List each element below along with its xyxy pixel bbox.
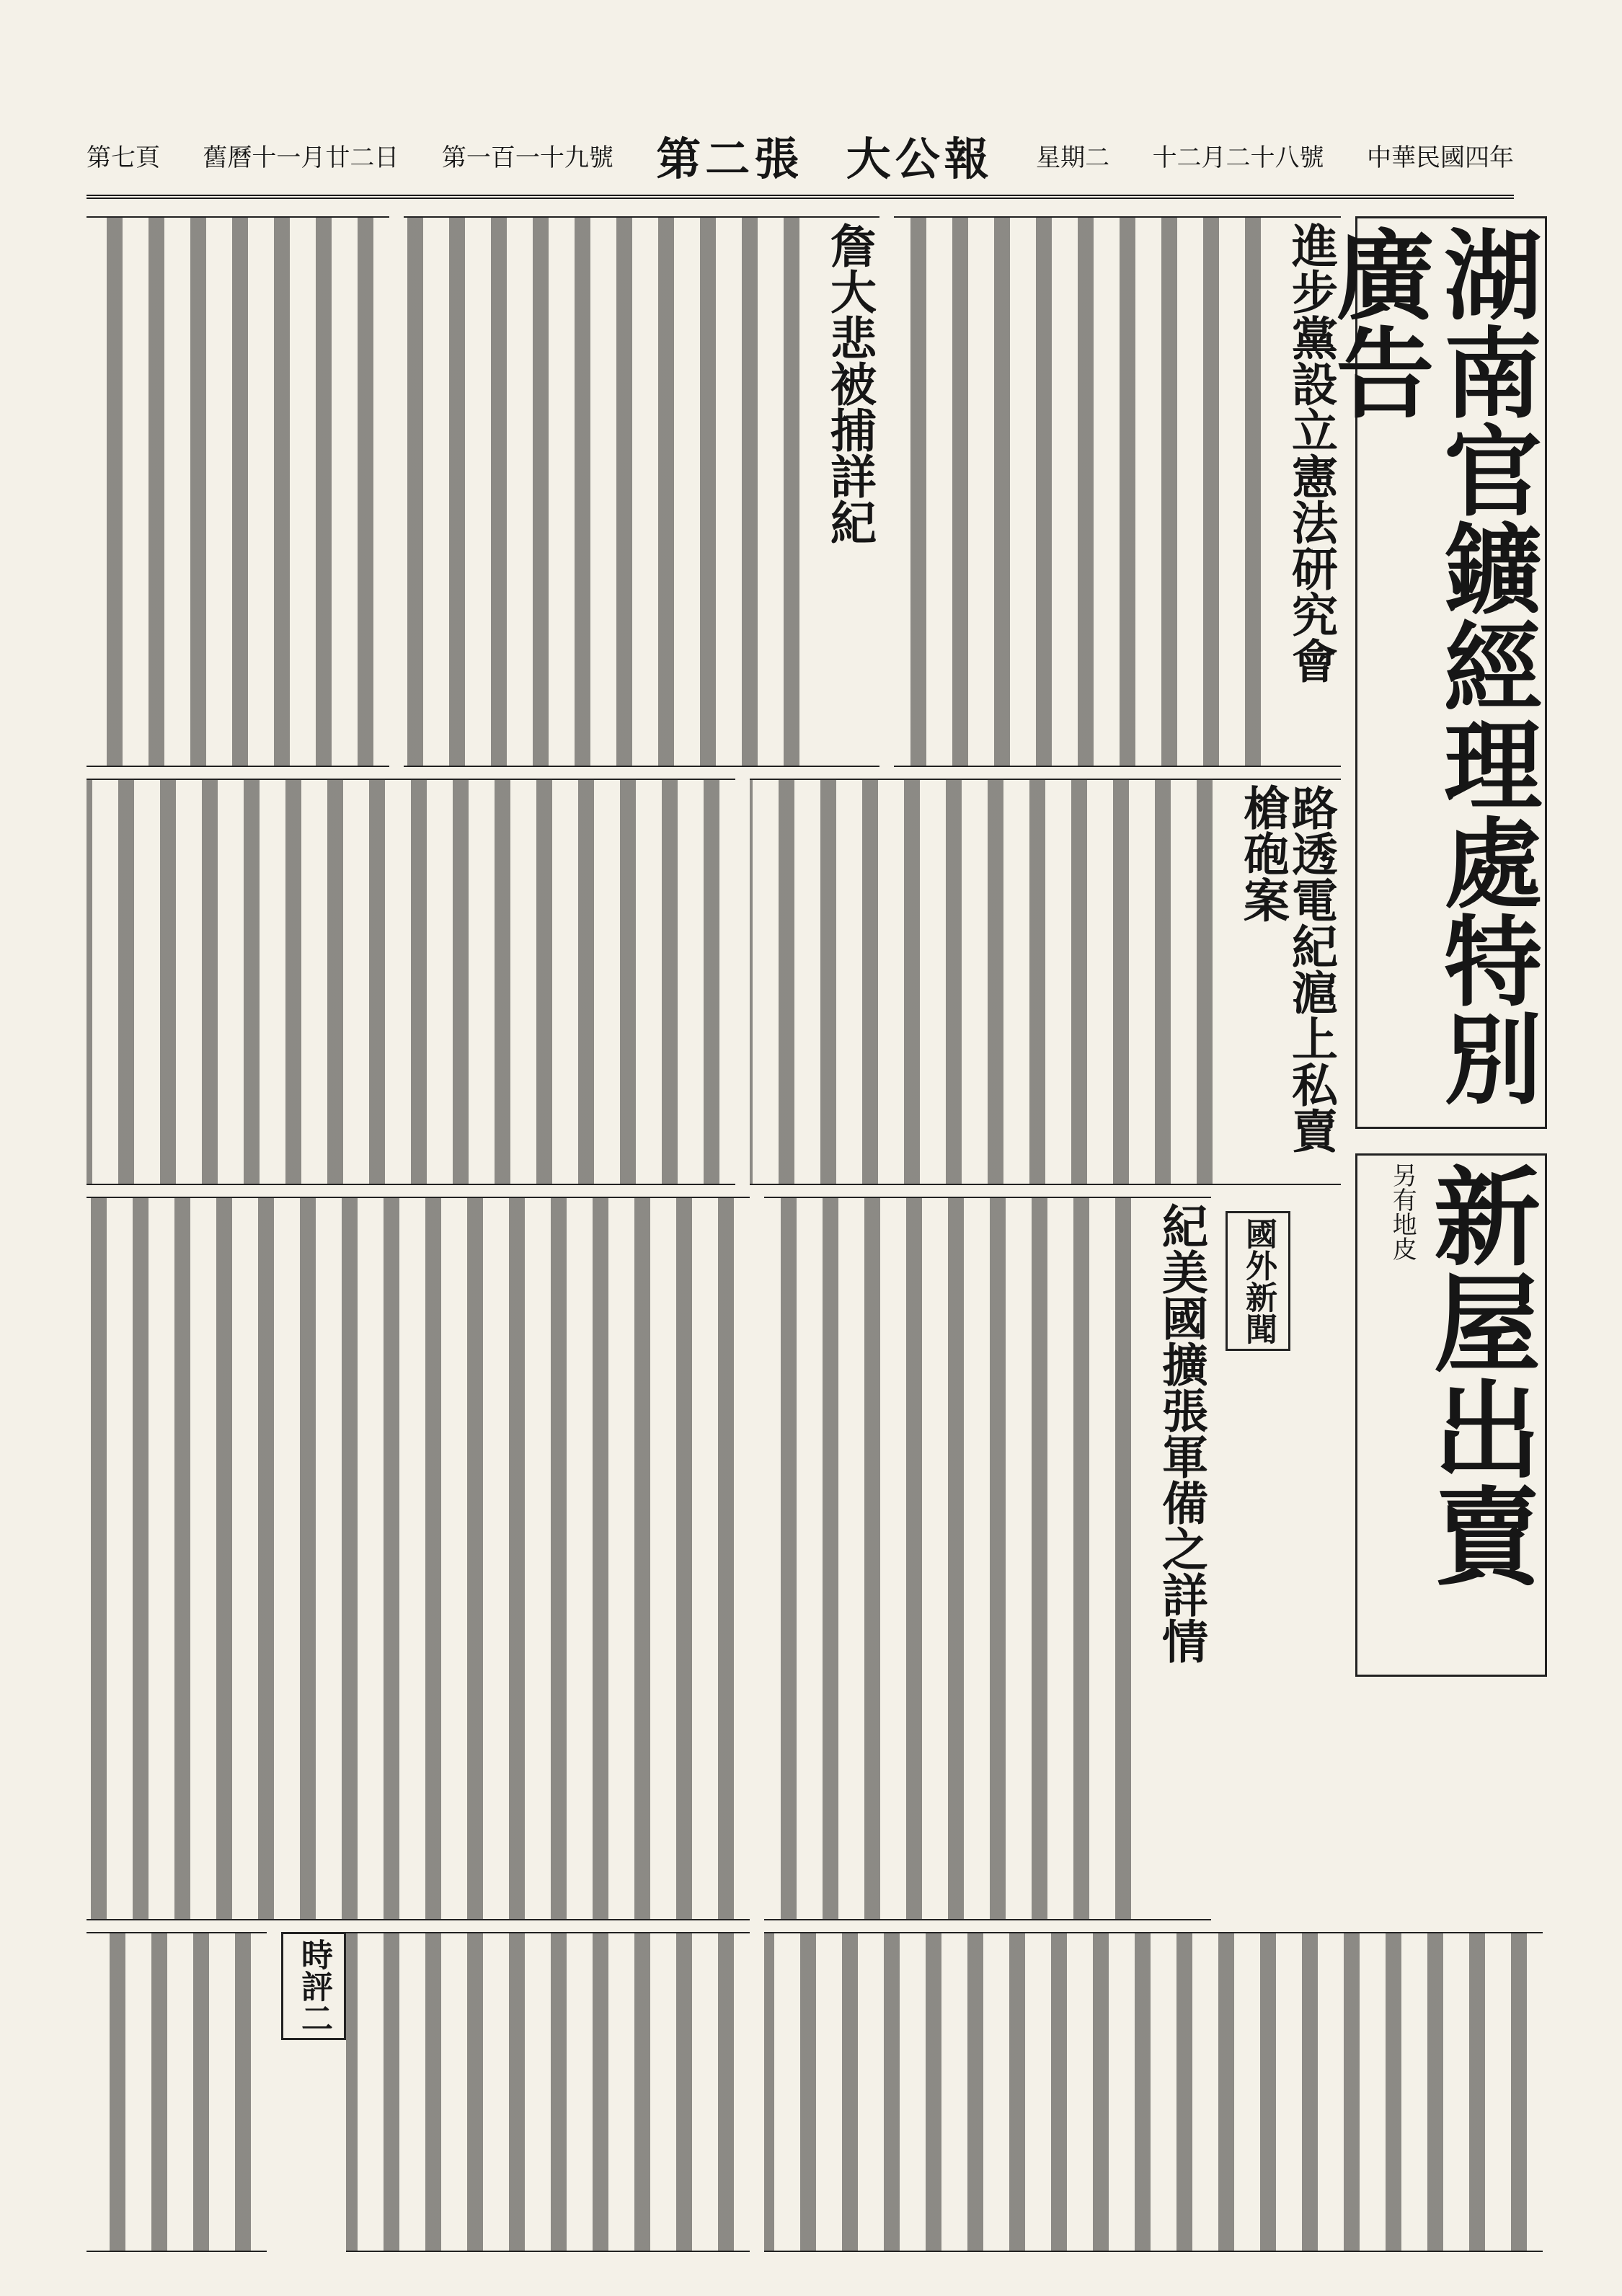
article-body-placeholder xyxy=(87,1933,267,2251)
ad-house-title: 新屋出賣 xyxy=(1417,1161,1542,1588)
headline-bomb-case: 詹大悲被捕詳紀 xyxy=(823,222,877,545)
masthead-date-republic: 中華民國四年 xyxy=(1366,143,1514,172)
article-us-military xyxy=(764,1197,1211,1920)
masthead-issue: 第一百一十九號 xyxy=(441,143,613,172)
ad-hunan-mining xyxy=(1319,216,1547,1129)
article-column-left xyxy=(87,216,389,767)
masthead-date-lunar: 舊曆十一月廿二日 xyxy=(203,143,399,172)
masthead-paper-name: 大公報 xyxy=(846,132,993,185)
ad-house-for-sale xyxy=(1355,1153,1547,1677)
article-column-lower-left xyxy=(87,1197,750,1920)
article-body-placeholder xyxy=(87,1198,750,1919)
article-body-placeholder xyxy=(87,218,389,766)
masthead xyxy=(87,115,1514,199)
headline-us-military: 紀美國擴張軍備之詳情 xyxy=(1154,1202,1208,1664)
article-body-placeholder xyxy=(894,218,1277,766)
section-foreign-news: 國外新聞 xyxy=(1226,1211,1290,1351)
headline-arms-smuggling: 路透電紀滬上私賣槍砲案 xyxy=(1235,784,1338,1153)
article-arms-smuggling xyxy=(750,779,1341,1185)
masthead-weekday: 星期二 xyxy=(1036,143,1110,172)
article-body-placeholder xyxy=(346,1933,750,2251)
ad-house-note: 另有地皮 xyxy=(1388,1163,1417,1261)
article-column-bottom-right xyxy=(764,1932,1543,2252)
section-season: 時評二 xyxy=(281,1932,346,2040)
article-bomb-case xyxy=(404,216,879,767)
article-column-middle-left xyxy=(87,779,735,1185)
article-column-bottom-middle xyxy=(346,1932,750,2252)
masthead-date-solar: 十二月二十八號 xyxy=(1152,143,1324,172)
article-body-placeholder xyxy=(764,1933,1543,2251)
masthead-page: 第七頁 xyxy=(87,143,160,172)
article-body-placeholder xyxy=(87,780,735,1184)
article-column-bottom-left xyxy=(87,1932,267,2252)
article-progress-party xyxy=(894,216,1341,767)
ad-hunan-mining-title: 湖南官鑛經理處特別廣告 xyxy=(1319,224,1542,1107)
article-body-placeholder xyxy=(750,780,1228,1184)
masthead-sheet: 第二張 xyxy=(656,132,804,185)
headline-progress-party: 進步黨設立憲法研究會 xyxy=(1284,222,1338,683)
article-body-placeholder xyxy=(764,1198,1147,1919)
article-body-placeholder xyxy=(404,218,815,766)
